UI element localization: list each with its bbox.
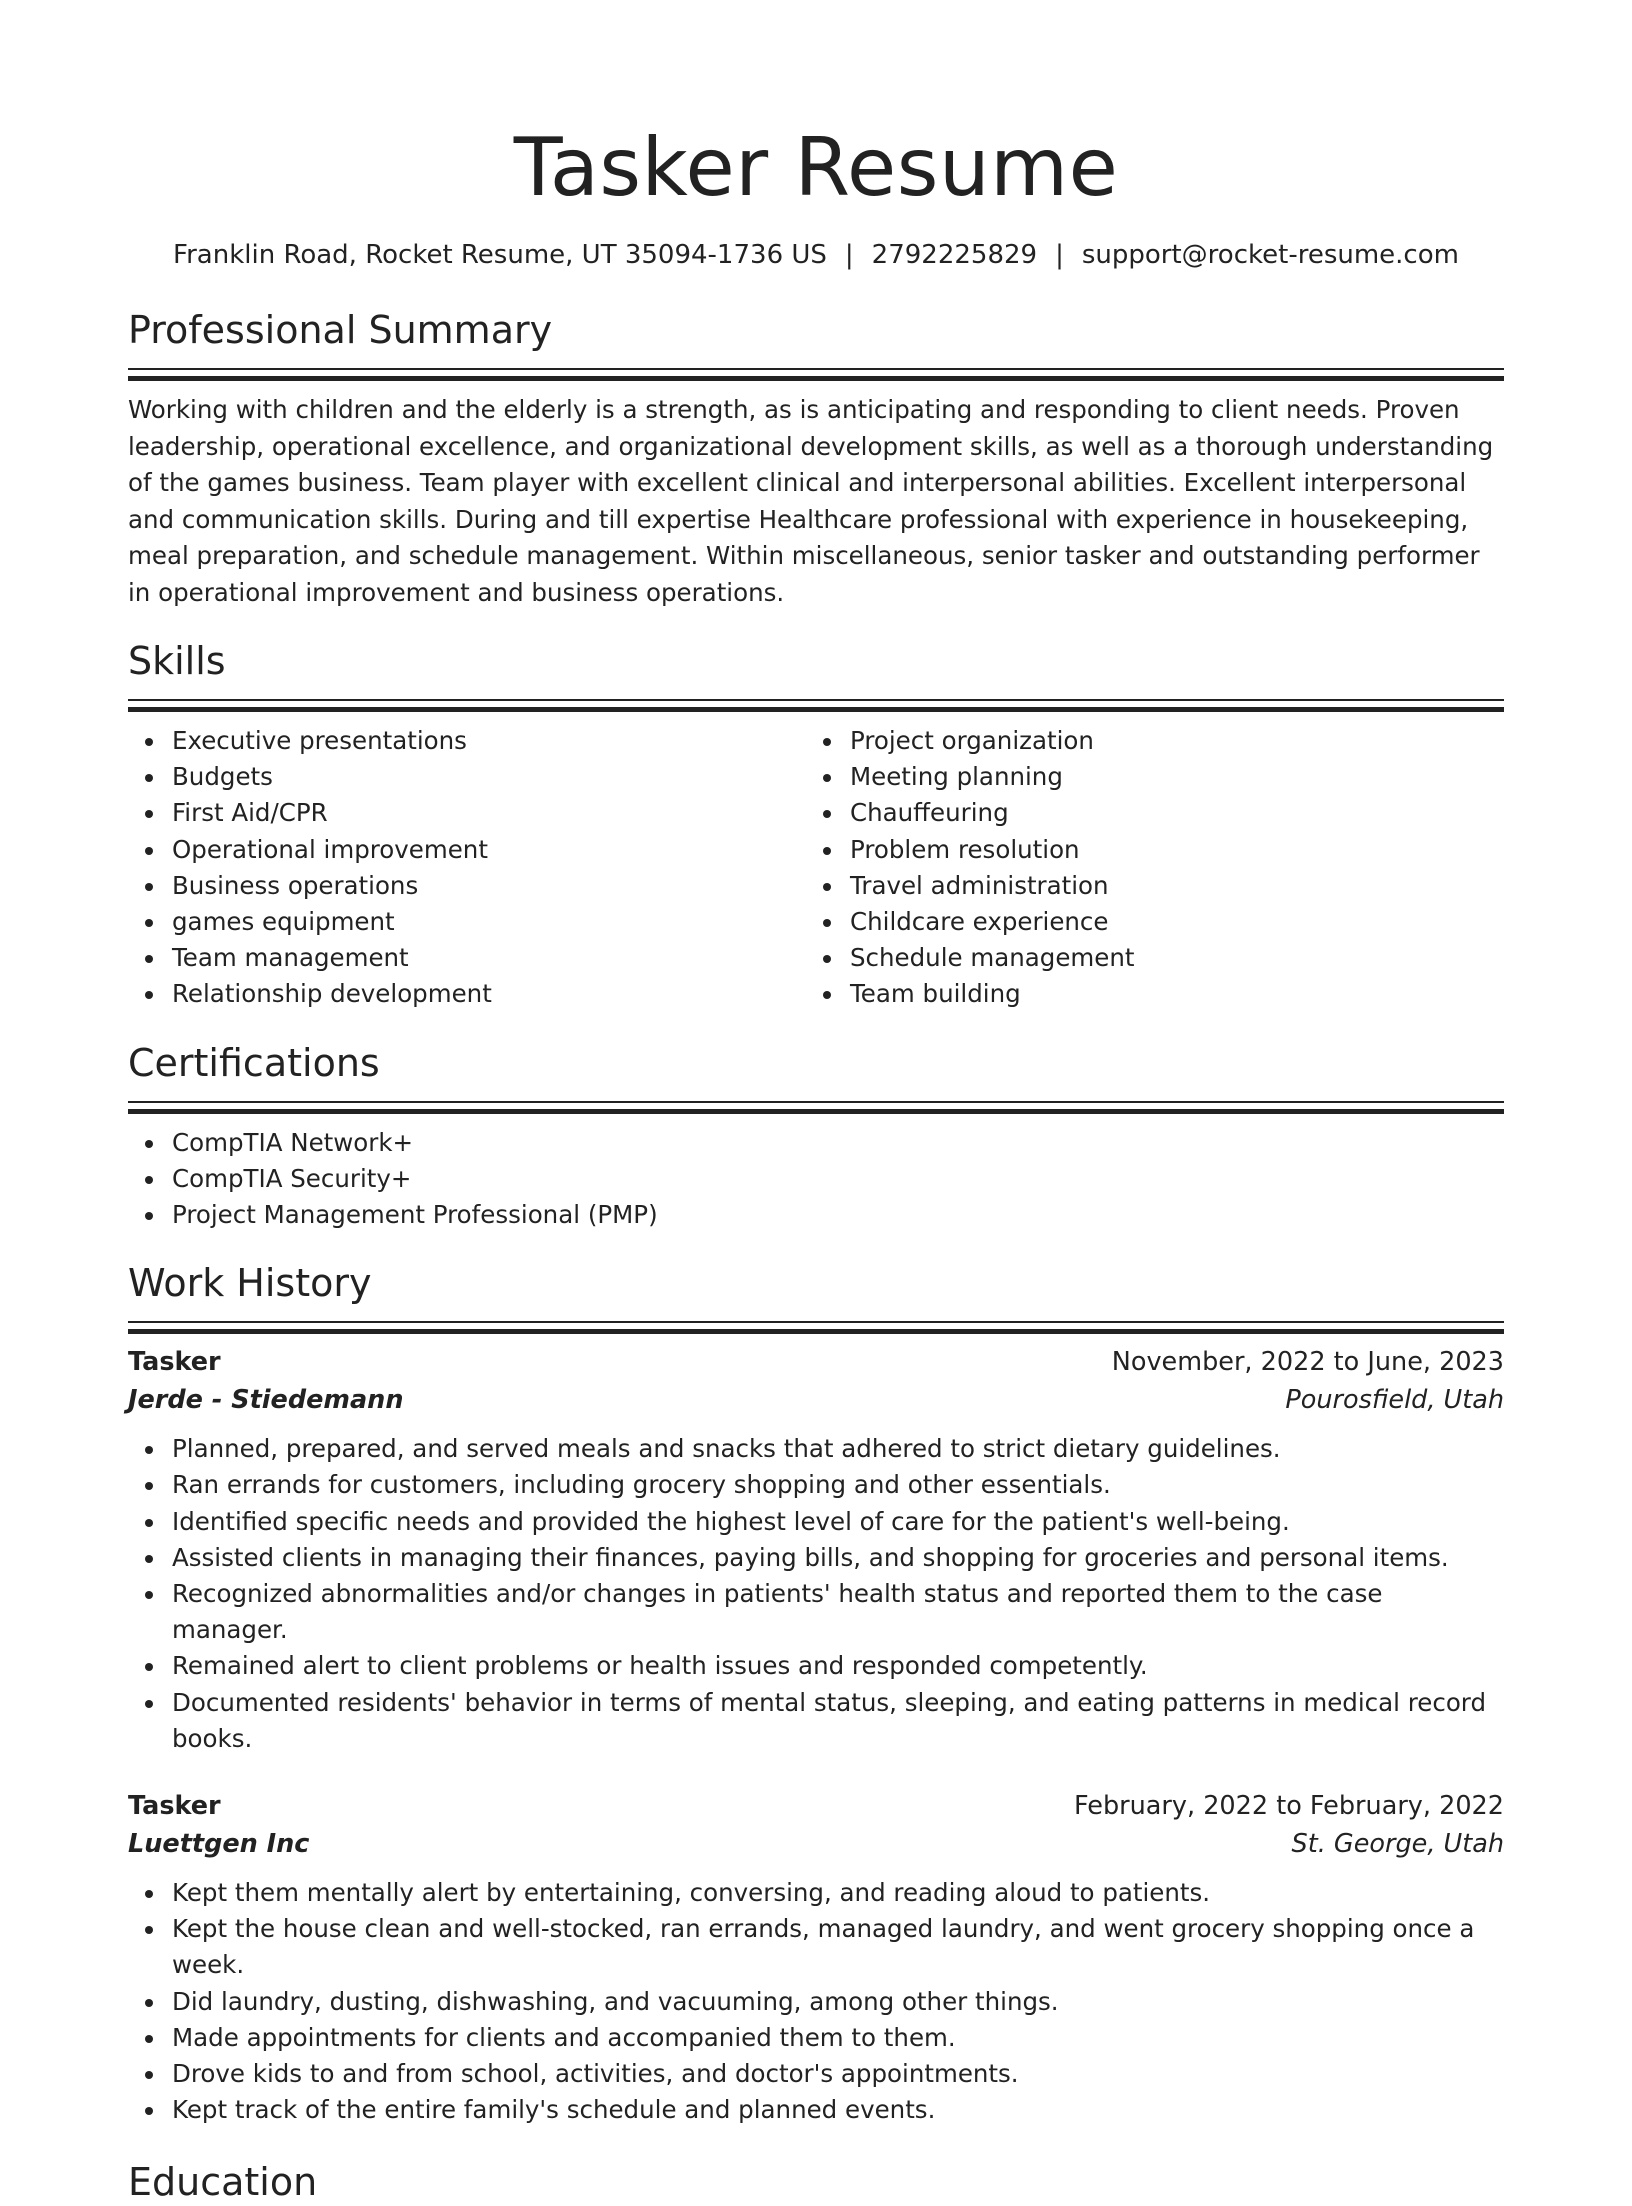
resume-page: [128, 0, 1504, 2206]
job-bullet: Kept track of the entire family's schedule and planned events.: [172, 2092, 1504, 2128]
certification-item: CompTIA Security+: [172, 1161, 1504, 1197]
skill-item: Operational improvement: [172, 832, 806, 868]
job-bullet: Remained alert to client problems or health issues and responded competently.: [172, 1648, 1504, 1684]
skill-item: Business operations: [172, 868, 806, 904]
resume-title: Tasker Resume: [513, 121, 1119, 214]
education-section: [128, 2158, 1504, 2206]
skill-item: Problem resolution: [850, 832, 1484, 868]
job-title: Tasker: [128, 1347, 221, 1378]
summary-text: Working with children and the elderly is a strength, as is anticipating and responding to client needs. Proven leadership, operational excellence, and organizational development skills, as well as a thorough understanding of the games business. Team player with excellent clinical and interpersonal abilities. Excellent interpersonal and communication skills. During and till expertise Healthcare professional with experience in housekeeping, meal preparation, and schedule management. Within miscellaneous, senior tasker and outstanding performer in operational improvement and business operations.: [128, 395, 1494, 607]
job-bullet: Planned, prepared, and served meals and snacks that adhered to strict dietary guidelines.: [172, 1431, 1504, 1467]
job-bullet: Kept the house clean and well-stocked, ran errands, managed laundry, and went grocery shopping once a week.: [172, 1911, 1504, 1983]
job-bullet: Kept them mentally alert by entertaining, conversing, and reading aloud to patients.: [172, 1875, 1504, 1911]
job-location: Pourosfield, Utah: [1285, 1385, 1504, 1416]
skills-column-right: [806, 723, 1484, 1013]
job-bullets: [128, 1875, 1504, 2128]
skill-item: Schedule management: [850, 940, 1484, 976]
job-dates: February, 2022 to February, 2022: [1073, 1791, 1504, 1822]
skill-item: Project organization: [850, 723, 1484, 759]
section-heading-work: Work History: [128, 1261, 372, 1306]
work-section: [128, 1259, 1504, 2128]
skills-column-left: [128, 723, 806, 1013]
job-bullet: Made appointments for clients and accompanied them to them.: [172, 2020, 1504, 2056]
skill-item: First Aid/CPR: [172, 795, 806, 831]
section-heading-summary: Professional Summary: [128, 308, 553, 352]
certifications-list: [128, 1125, 1504, 1234]
skills-grid: [128, 723, 1504, 1013]
skill-item: Chauffeuring: [850, 795, 1484, 831]
contact-separator: |: [1055, 240, 1064, 270]
job-header: [128, 1343, 1504, 1381]
skill-item: Childcare experience: [850, 904, 1484, 940]
section-heading-skills: Skills: [128, 639, 226, 683]
certification-item: CompTIA Network+: [172, 1125, 1504, 1161]
job-bullet: Recognized abnormalities and/or changes in patients' health status and reported them to the case manager.: [172, 1576, 1504, 1648]
job-header: [128, 1787, 1504, 1825]
job-bullet: Drove kids to and from school, activities, and doctor's appointments.: [172, 2056, 1504, 2092]
skill-item: Relationship development: [172, 976, 806, 1012]
job-subheader: [128, 1825, 1504, 1863]
job-bullet: Assisted clients in managing their finances, paying bills, and shopping for groceries and personal items.: [172, 1540, 1504, 1576]
skill-item: games equipment: [172, 904, 806, 940]
certifications-section: [128, 1039, 1504, 1234]
skill-item: Executive presentations: [172, 723, 806, 759]
job-dates: November, 2022 to June, 2023: [1111, 1347, 1504, 1378]
job-entry: [128, 1343, 1504, 1757]
job-bullet: Identified specific needs and provided the highest level of care for the patient's well-being.: [172, 1504, 1504, 1540]
section-divider: [128, 1321, 1504, 1335]
skill-item: Travel administration: [850, 868, 1484, 904]
contact-email: support@rocket-resume.com: [1081, 240, 1459, 270]
skill-item: Budgets: [172, 759, 806, 795]
contact-address: Franklin Road, Rocket Resume, UT 35094-1736 US: [173, 240, 827, 270]
skills-section: [128, 637, 1504, 1013]
skill-item: Meeting planning: [850, 759, 1484, 795]
job-bullet: Ran errands for customers, including grocery shopping and other essentials.: [172, 1467, 1504, 1503]
section-divider: [128, 368, 1504, 382]
section-divider: [128, 699, 1504, 713]
job-company: Jerde - Stiedemann: [128, 1385, 404, 1416]
section-heading-education: Education: [128, 2160, 318, 2205]
job-subheader: [128, 1381, 1504, 1419]
skill-item: Team management: [172, 940, 806, 976]
job-bullets: [128, 1431, 1504, 1757]
skill-item: Team building: [850, 976, 1484, 1012]
summary-section: [128, 306, 1504, 611]
contact-phone: 2792225829: [871, 240, 1038, 270]
job-bullet: Did laundry, dusting, dishwashing, and vacuuming, among other things.: [172, 1984, 1504, 2020]
contact-line: [128, 238, 1504, 272]
job-bullet: Documented residents' behavior in terms of mental status, sleeping, and eating patterns in medical record books.: [172, 1685, 1504, 1757]
job-company: Luettgen Inc: [128, 1829, 310, 1860]
job-title: Tasker: [128, 1791, 221, 1822]
job-location: St. George, Utah: [1291, 1829, 1504, 1860]
section-divider: [128, 1101, 1504, 1115]
certification-item: Project Management Professional (PMP): [172, 1197, 1504, 1233]
job-entry: [128, 1787, 1504, 2128]
contact-separator: |: [844, 240, 854, 270]
section-heading-certifications: Certifications: [128, 1040, 380, 1085]
